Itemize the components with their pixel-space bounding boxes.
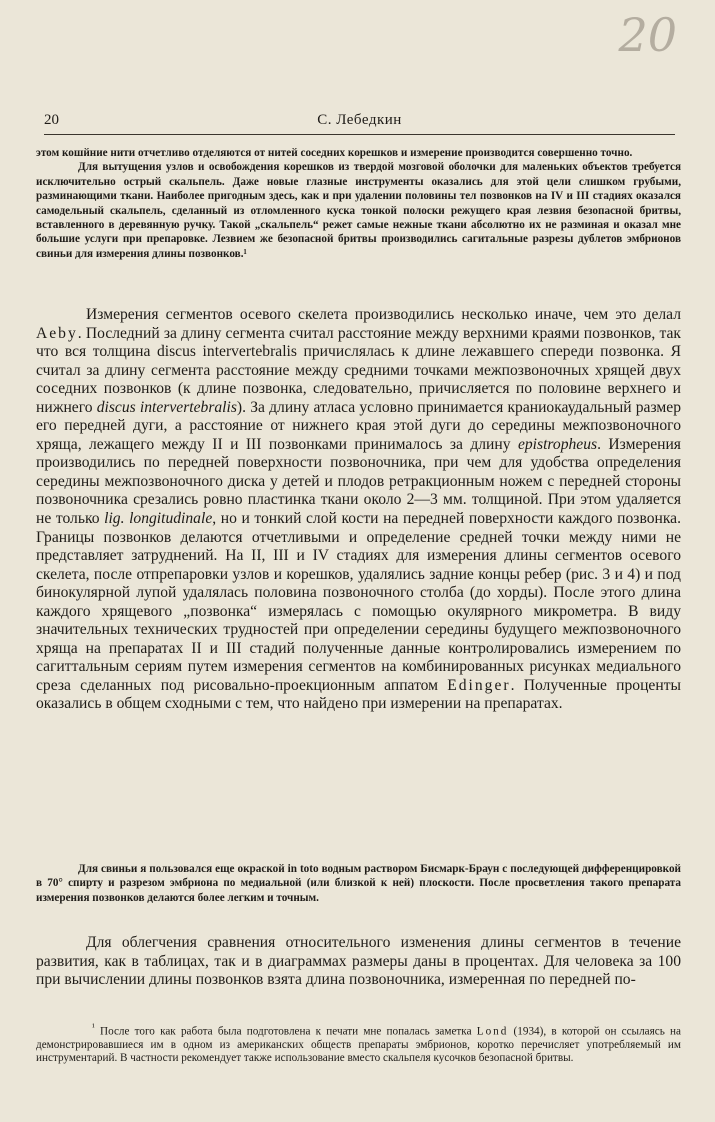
latin-term: discus intervertebralis — [96, 398, 237, 416]
author-name-aeby: Aeby — [36, 324, 78, 342]
text-run: (1934), в которой он ссылаясь на демонстрировавшиеся им в одном из американских обществ препараты эмбрионов, коротко перечисляет употребляемый им инструментарий. В частности рекомендует также использование вместо скальпеля кусочков безопасной бритвы. — [36, 1025, 681, 1065]
latin-term: epistropheus — [517, 435, 598, 453]
top-small-text — [36, 146, 681, 261]
footnote-paragraph — [36, 1022, 681, 1065]
text-run: Измерения сегментов осевого скелета производились несколько иначе, чем это делал — [86, 306, 681, 323]
top-paragraph-1: этом кошйние нити отчетливо отделяются от нитей соседних корешков и измерение производится совершенно точно. — [36, 147, 633, 159]
text-run: . Полученные проценты оказались в общем сходными с тем, что найдено при измерении на препаратах. — [36, 676, 681, 713]
main-paragraph-1 — [36, 306, 681, 714]
author-name-lond: Lond — [476, 1025, 509, 1038]
handwritten-page-number: 20 — [618, 8, 677, 62]
text-run: После того как работа была подготовлена к печати мне попалась заметка — [94, 1025, 477, 1038]
text-run: . Последний за длину сегмента считал расстояние между верхними краями позвонков, так что вся толщина discus intervertebralis причислялась к длине лежавшего спереди позвонка. Я считал за длину сегмента расстояние между средними точками межпозвоночных хрящей двух соседних позвонков (к длине позвонка, следовательно, причисляется по половине верхнего и нижнего — [36, 324, 681, 416]
footnote-marker: ¹ — [92, 1023, 95, 1033]
author-name-edinger: Edinger — [447, 676, 511, 694]
text-run: ). За длину атласа условно принимается краниокаудальный размер его передней дуги, а расстояние от нижнего края этой дуги до середины межпозвоночного хряща, лежащего между II и III позвонками принималось за длину — [36, 398, 681, 453]
running-head — [44, 112, 675, 135]
middle-small-text — [36, 862, 681, 905]
page-number: 20 — [44, 112, 59, 128]
main-paragraph-2: Для облегчения сравнения относительного изменения длины сегментов в течение развития, как в таблицах, так и в диаграммах размеры даны в процентах. Для человека за 100 при вычислении длины позвонков взята длина позвоночника, измеренная по передней по- — [36, 934, 681, 989]
footnote — [36, 1022, 681, 1065]
middle-paragraph: Для свиньи я пользовался еще окраской in toto водным раствором Бисмарк-Браун с последующей дифференцировкой в 70° спирту и разрезом эмбриона по медиальной (или близкой к ней) плоскости. После просветления такого препарата измерения позвонков делаются более легким и точным. — [36, 863, 681, 904]
main-text-continued — [36, 934, 681, 990]
main-text — [36, 306, 681, 714]
text-run: . Измерения производились по передней поверхности позвоночника, при чем для удобства определения середины межпозвоночного диска у детей и плодов ретракционным ножем с передней стороны позвоночника срезались ровно пластинка ткани около 2—3 мм. толщиной. При этом удаляется не только — [36, 435, 681, 528]
latin-term: lig. longitudinale — [104, 510, 213, 528]
text-run: , но и тонкий слой кости на передней поверхности каждого позвонка. Границы позвонков делаются отчетливыми и определение средней точки между ними не представляет затруднений. На II, III и IV стадиях для измерения длины сегментов осевого скелета, после отпрепаровки узлов и корешков, удалялись задние концы ребер (рис. 3 и 4) и под бинокулярной лупой удалялась половина позвоночного столба (до хорды). После этого длина каждого хрящевого „позвонка“ измерялась с помощью окулярного микрометра. В виду значительных технических трудностей при определении середины будущего межпозвоночного хряща на препаратах II и III стадий полученные данные контролировались измерением по сагиттальным сериям путем измерения сегментов на комбинированных рисунках медиального среза сделанных под рисовально-проекционным аппатом — [36, 510, 682, 694]
top-paragraph-2: Для вытущения узлов и освобождения корешков из твердой мозговой оболочки для маленьких объектов требуется исключительно острый скальпель. Даже новые глазные инструменты оказались для этой цели слишком грубыми, разминающими ткани. Наиболее пригодным здесь, как и при удалении половины тел позвонков на IV и III стадиях оказался самодельный скальпель, сделанный из отломленного куска тонкой полоски режущего края лезвия безопасной бритвы, вставленного в деревянную ручку. Такой „скальпель“ режет самые нежные ткани абсолютно их не разминая и оказал мне большие услуги при препаровке. Лезвием же безопасной бритвы производились сагитальные разрезы дублетов эмбрионов свиньи для измерения длины позвонков.¹ — [36, 161, 681, 260]
running-head-author: С. Лебедкин — [317, 112, 402, 128]
